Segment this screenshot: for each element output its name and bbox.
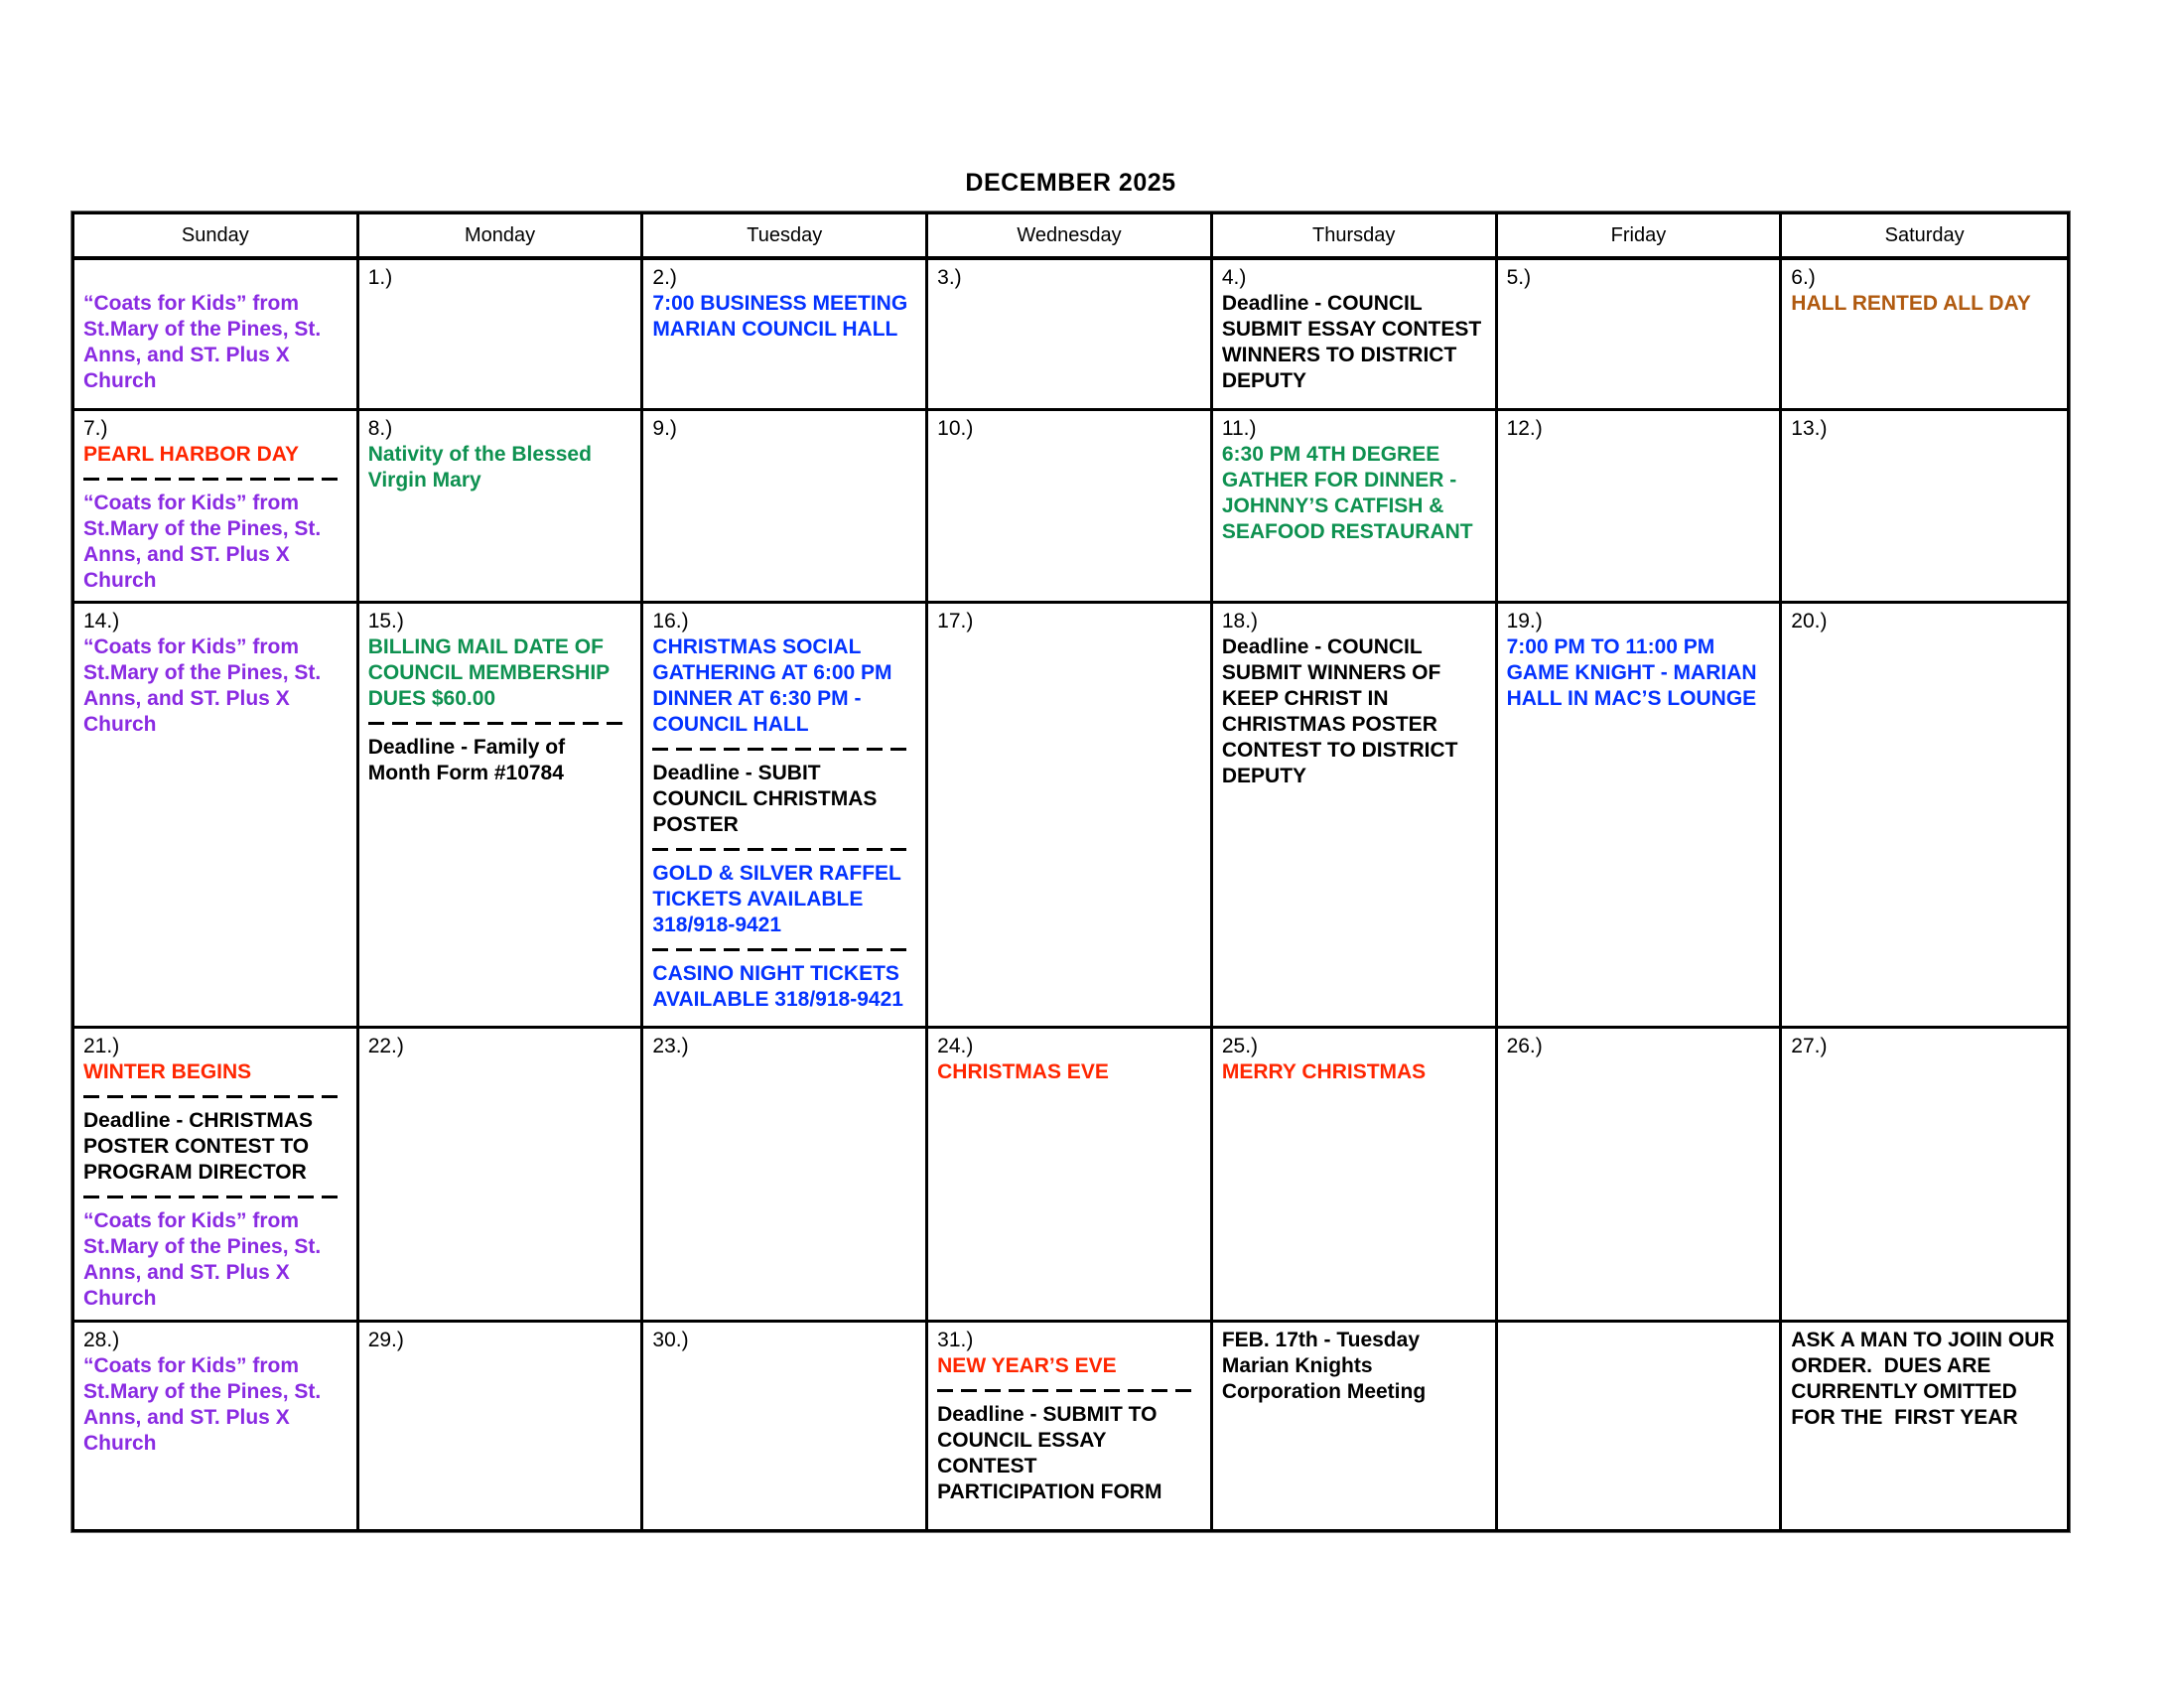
event-text: NEW YEAR’S EVE: [937, 1354, 1117, 1377]
day-header-thursday: Thursday: [1213, 214, 1498, 260]
day-number: 13.): [1791, 417, 1828, 440]
calendar-cell: [1498, 260, 1783, 411]
calendar-grid: [71, 211, 2070, 1532]
calendar-cell: [643, 411, 928, 604]
calendar-cell: [74, 1323, 359, 1529]
calendar-cell: [74, 260, 359, 411]
day-number: 29.): [367, 1329, 404, 1351]
dashed-separator: [652, 948, 913, 951]
day-number: 26.): [1506, 1035, 1543, 1057]
calendar-cell: [1498, 1323, 1783, 1529]
day-number: 27.): [1791, 1035, 1828, 1057]
event-text: “Coats for Kids” from St.Mary of the Pines, St. Anns, and ST. Plus X Church: [83, 492, 327, 592]
calendar-cell: [643, 1029, 928, 1323]
dashed-separator: [83, 478, 344, 481]
event-text: 7:00 PM TO 11:00 PM GAME KNIGHT - MARIAN HALL IN MAC’S LOUNGE: [1506, 635, 1763, 710]
dashed-separator: [652, 848, 913, 851]
calendar-cell: [1213, 1323, 1498, 1529]
calendar-cell: [1782, 1029, 2067, 1323]
day-number: [83, 265, 346, 291]
dashed-separator: [83, 1196, 344, 1198]
day-number: 19.): [1506, 610, 1543, 633]
day-number: 31.): [937, 1329, 974, 1351]
calendar-cell: [928, 1029, 1213, 1323]
calendar-cell: [1498, 604, 1783, 1029]
calendar-cell: [1498, 1029, 1783, 1323]
event-text: ASK A MAN TO JOIIN OUR ORDER. DUES ARE CURRENTLY OMITTED FOR THE FIRST YEAR: [1791, 1329, 2061, 1429]
calendar-cell: [643, 260, 928, 411]
calendar-title: DECEMBER 2025: [965, 169, 1176, 197]
day-number: 20.): [1791, 610, 1828, 633]
event-text: Nativity of the Blessed Virgin Mary: [367, 443, 598, 492]
day-number: 6.): [1791, 266, 1816, 289]
event-text: 6:30 PM 4TH DEGREE GATHER FOR DINNER - JOHNNY’S CATFISH & SEAFOOD RESTAURANT: [1221, 443, 1473, 543]
event-text: Deadline - CHRISTMAS POSTER CONTEST TO PROGRAM DIRECTOR: [83, 1109, 319, 1184]
day-number: 4.): [1221, 266, 1247, 289]
event-text: Deadline - SUBIT COUNCIL CHRISTMAS POSTER: [652, 762, 884, 836]
day-number: 28.): [83, 1329, 120, 1351]
day-number: 22.): [367, 1035, 404, 1057]
day-number: 17.): [937, 610, 974, 633]
calendar-cell: [359, 1029, 644, 1323]
calendar-cell: [928, 1323, 1213, 1529]
day-number: 9.): [652, 417, 677, 440]
day-header-wednesday: Wednesday: [928, 214, 1213, 260]
day-header-monday: Monday: [359, 214, 644, 260]
day-number: 12.): [1506, 417, 1543, 440]
event-text: “Coats for Kids” from St.Mary of the Pines, St. Anns, and ST. Plus X Church: [83, 292, 327, 392]
day-number: 25.): [1221, 1035, 1259, 1057]
dashed-separator: [83, 1095, 344, 1098]
event-text: Deadline - COUNCIL SUBMIT ESSAY CONTEST WINNERS TO DISTRICT DEPUTY: [1221, 292, 1493, 392]
calendar-cell: [928, 260, 1213, 411]
calendar-page: [71, 169, 2070, 1532]
day-number: 24.): [937, 1035, 974, 1057]
calendar-cell: [928, 411, 1213, 604]
day-number: 30.): [652, 1329, 689, 1351]
calendar-cell: [1782, 411, 2067, 604]
calendar-cell: [1213, 604, 1498, 1029]
day-number: 23.): [652, 1035, 689, 1057]
calendar-cell: [928, 604, 1213, 1029]
event-text: 7:00 BUSINESS MEETING MARIAN COUNCIL HALL: [652, 292, 913, 341]
event-text: Deadline - Family of Month Form #10784: [367, 736, 571, 784]
day-number: 2.): [652, 266, 677, 289]
calendar-cell: [1213, 260, 1498, 411]
day-number: 21.): [83, 1035, 120, 1057]
event-text: BILLING MAIL DATE OF COUNCIL MEMBERSHIP DUES $60.00: [367, 635, 615, 710]
calendar-cell: [1782, 1323, 2067, 1529]
event-text: GOLD & SILVER RAFFEL TICKETS AVAILABLE 318/918-9421: [652, 862, 907, 936]
event-text: Deadline - COUNCIL SUBMIT WINNERS OF KEEP CHRIST IN CHRISTMAS POSTER CONTEST TO DISTRICT DEPUTY: [1221, 635, 1464, 787]
day-header-tuesday: Tuesday: [643, 214, 928, 260]
day-number: 10.): [937, 417, 974, 440]
event-text: CHRISTMAS EVE: [937, 1060, 1109, 1083]
event-text: CHRISTMAS SOCIAL GATHERING AT 6:00 PM DINNER AT 6:30 PM - COUNCIL HALL: [652, 635, 898, 736]
calendar-cell: [1213, 411, 1498, 604]
event-text: PEARL HARBOR DAY: [83, 443, 300, 466]
day-number: 11.): [1221, 417, 1257, 440]
calendar-cell: [1498, 411, 1783, 604]
day-number: 3.): [937, 266, 962, 289]
event-text: CASINO NIGHT TICKETS AVAILABLE 318/918-9421: [652, 962, 904, 1011]
dashed-separator: [368, 722, 629, 725]
calendar-cell: [359, 604, 644, 1029]
day-number: 7.): [83, 417, 108, 440]
day-number: 8.): [367, 417, 393, 440]
calendar-cell: [74, 411, 359, 604]
dashed-separator: [937, 1389, 1198, 1392]
event-text: WINTER BEGINS: [83, 1060, 252, 1083]
day-header-saturday: Saturday: [1782, 214, 2067, 260]
day-number: 18.): [1221, 610, 1259, 633]
day-number: 14.): [83, 610, 120, 633]
day-header-sunday: Sunday: [74, 214, 359, 260]
day-number: 1.): [367, 266, 393, 289]
day-number: 5.): [1506, 266, 1532, 289]
calendar-cell: [359, 1323, 644, 1529]
calendar-cell: [1782, 604, 2067, 1029]
event-text: “Coats for Kids” from St.Mary of the Pines, St. Anns, and ST. Plus X Church: [83, 1209, 327, 1310]
day-header-friday: Friday: [1498, 214, 1783, 260]
calendar-cell: [74, 1029, 359, 1323]
event-text: HALL RENTED ALL DAY: [1791, 292, 2031, 315]
calendar-cell: [643, 604, 928, 1029]
day-number: 15.): [367, 610, 404, 633]
calendar-cell: [1782, 260, 2067, 411]
event-text: MERRY CHRISTMAS: [1221, 1060, 1427, 1083]
dashed-separator: [652, 748, 913, 751]
calendar-cell: [359, 411, 644, 604]
calendar-cell: [359, 260, 644, 411]
calendar-cell: [74, 604, 359, 1029]
event-text: “Coats for Kids” from St.Mary of the Pines, St. Anns, and ST. Plus X Church: [83, 635, 327, 736]
event-text: “Coats for Kids” from St.Mary of the Pines, St. Anns, and ST. Plus X Church: [83, 1354, 327, 1455]
event-text: FEB. 17th - Tuesday Marian Knights Corporation Meeting: [1221, 1329, 1427, 1403]
event-text: Deadline - SUBMIT TO COUNCIL ESSAY CONTEST PARTICIPATION FORM: [937, 1403, 1163, 1503]
day-number: 16.): [652, 610, 689, 633]
calendar-cell: [643, 1323, 928, 1529]
calendar-cell: [1213, 1029, 1498, 1323]
